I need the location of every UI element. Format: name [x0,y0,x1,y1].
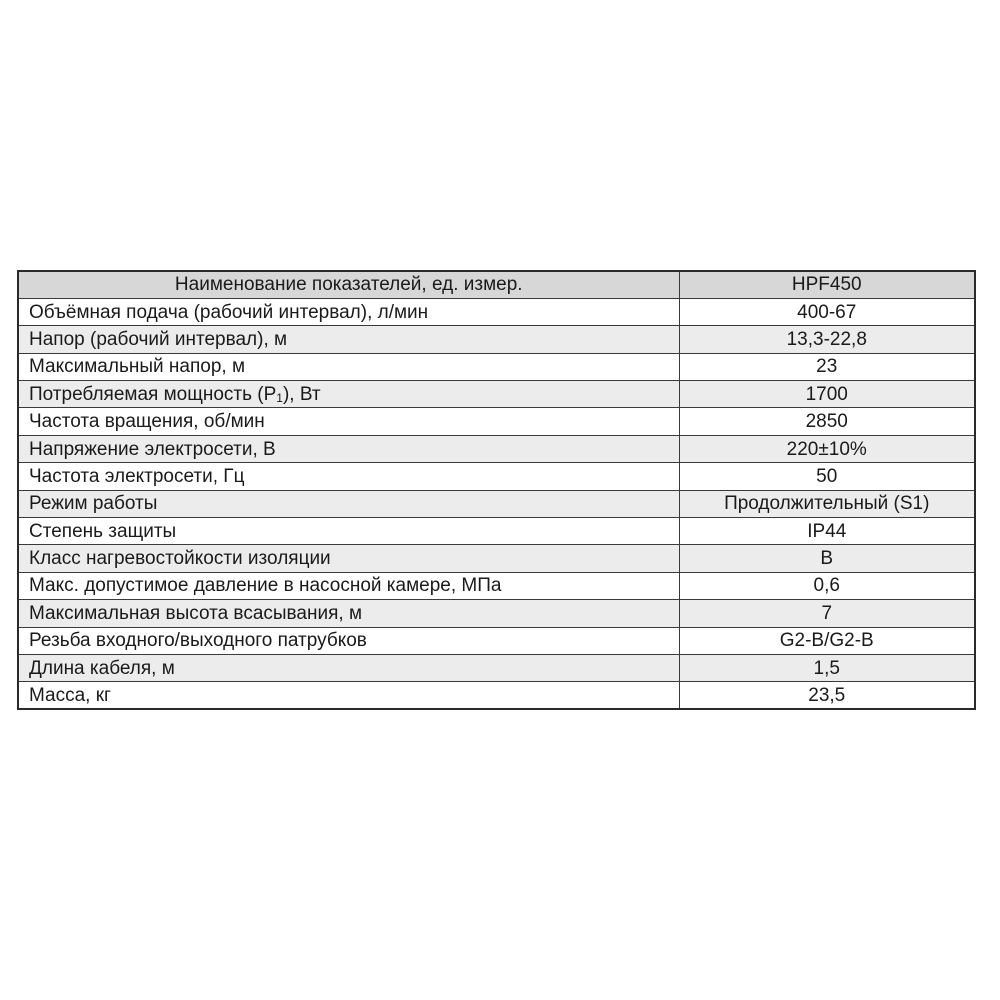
table-row [18,381,975,408]
table-row [18,353,975,380]
row-value: 1700 [679,381,975,408]
row-value: 400-67 [679,298,975,325]
table-header [18,271,975,298]
row-param-text: Потребляемая мощность (P [29,383,277,405]
table-row [18,654,975,681]
row-param: Длина кабеля, м [18,654,679,681]
row-value: G2-B/G2-B [679,627,975,654]
row-value: 13,3-22,8 [679,326,975,353]
row-value: 220±10% [679,435,975,462]
row-param: Напряжение электросети, В [18,435,679,462]
row-value: 0,6 [679,572,975,599]
header-row [18,271,975,298]
row-param: Напор (рабочий интервал), м [18,326,679,353]
table-body [18,298,975,709]
row-param: Резьба входного/выходного патрубков [18,627,679,654]
row-value: IP44 [679,518,975,545]
table-row [18,518,975,545]
row-param: Степень защиты [18,518,679,545]
table-row [18,682,975,709]
row-value: 23,5 [679,682,975,709]
row-value: Продолжительный (S1) [679,490,975,517]
row-param: Максимальный напор, м [18,353,679,380]
header-model: HPF450 [679,271,975,298]
row-value: 2850 [679,408,975,435]
table-row [18,408,975,435]
row-param: Класс нагревостойкости изоляции [18,545,679,572]
row-param-text-tail: ), Вт [282,383,321,405]
row-param: Частота электросети, Гц [18,463,679,490]
table-row [18,463,975,490]
row-value: 7 [679,600,975,627]
row-param: Частота вращения, об/мин [18,408,679,435]
row-param: Режим работы [18,490,679,517]
table-row [18,326,975,353]
row-param-subscript: 1 [276,390,283,405]
row-param [18,381,679,408]
table-row [18,627,975,654]
row-value: 50 [679,463,975,490]
spec-table [17,270,976,710]
table-row [18,490,975,517]
header-param: Наименование показателей, ед. измер. [18,271,679,298]
row-value: B [679,545,975,572]
row-param: Объёмная подача (рабочий интервал), л/мин [18,298,679,325]
table-row [18,545,975,572]
table-row [18,298,975,325]
row-param: Макс. допустимое давление в насосной камере, МПа [18,572,679,599]
table-row [18,435,975,462]
row-value: 23 [679,353,975,380]
row-value: 1,5 [679,654,975,681]
row-param: Максимальная высота всасывания, м [18,600,679,627]
table-row [18,572,975,599]
table-row [18,600,975,627]
row-param: Масса, кг [18,682,679,709]
